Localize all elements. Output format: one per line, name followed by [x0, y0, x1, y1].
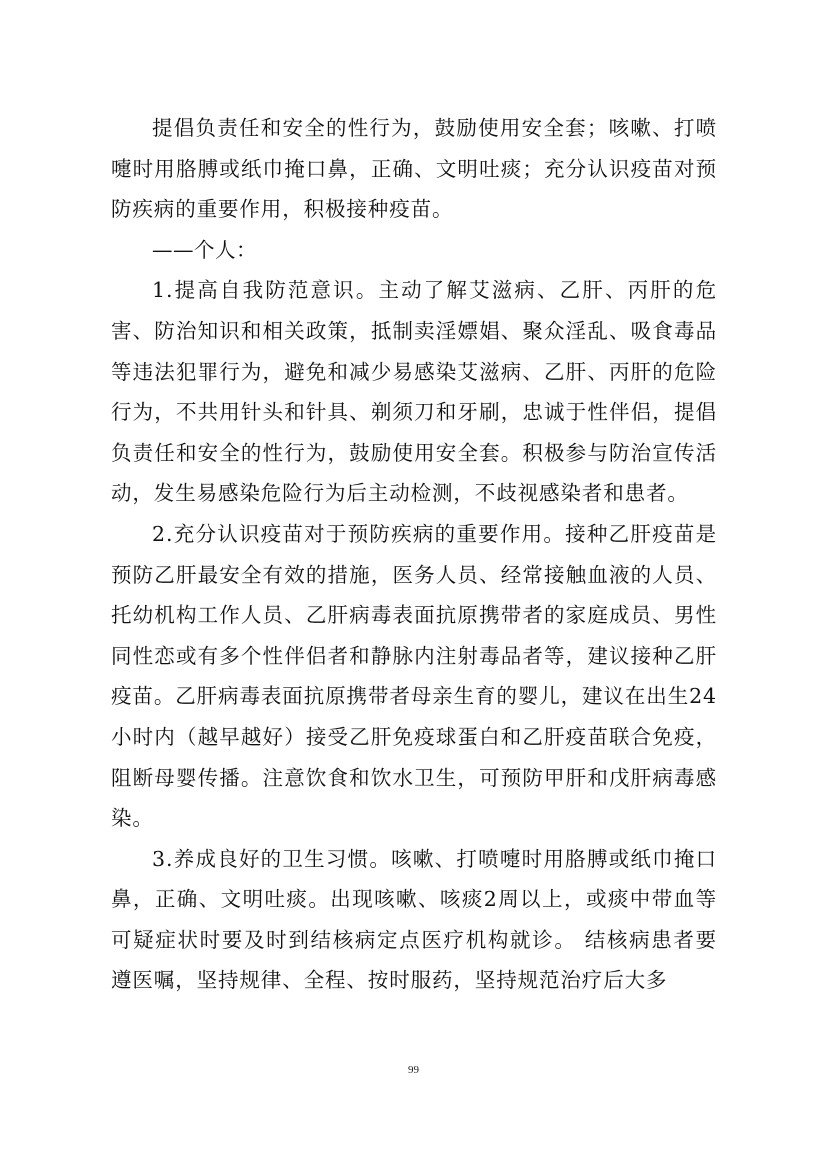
page-number: 99: [408, 1064, 419, 1076]
paragraph-item-2: 2.充分认识疫苗对于预防疾病的重要作用。接种乙肝疫苗是预防乙肝最安全有效的措施，医务人员、经常接触血液的人员、托幼机构工作人员、乙肝病毒表面抗原携带者的家庭成员、男性同性恋或有多个性伴侣者和静脉内注射毒品者等，建议接种乙肝疫苗。乙肝病毒表面抗原携带者母亲生育的婴儿，建议在出生24小时内（越早越好）接受乙肝免疫球蛋白和乙肝疫苗联合免疫，阻断母婴传播。注意饮食和饮水卫生，可预防甲肝和戊肝病毒感染。: [111, 521, 717, 831]
body-text: [111, 108, 717, 1001]
paragraph-intro: 提倡负责任和安全的性行为，鼓励使用安全套；咳嗽、打喷嚏时用胳膊或纸巾掩口鼻，正确、文明吐痰；充分认识疫苗对预防疾病的重要作用，积极接种疫苗。: [111, 116, 717, 222]
paragraph-item-1: 1.提高自我防范意识。主动了解艾滋病、乙肝、丙肝的危害、防治知识和相关政策，抵制卖淫嫖娼、聚众淫乱、吸食毒品等违法犯罪行为，避免和减少易感染艾滋病、乙肝、丙肝的危险行为，不共用针头和针具、剃须刀和牙刷，忠诚于性伴侣，提倡负责任和安全的性行为，鼓励使用安全套。积极参与防治宣传活动，发生易感染危险行为后主动检测，不歧视感染者和患者。: [111, 278, 717, 506]
paragraph-item-3: 3.养成良好的卫生习惯。咳嗽、打喷嚏时用胳膊或纸巾掩口鼻，正确、文明吐痰。出现咳嗽、咳痰2周以上，或痰中带血等可疑症状时要及时到结核病定点医疗机构就诊。 结核病患者要遵医嘱，坚持规律、全程、按时服药，坚持规范治疗后大多: [111, 846, 717, 993]
section-heading-individual: ——个人：: [152, 237, 257, 262]
